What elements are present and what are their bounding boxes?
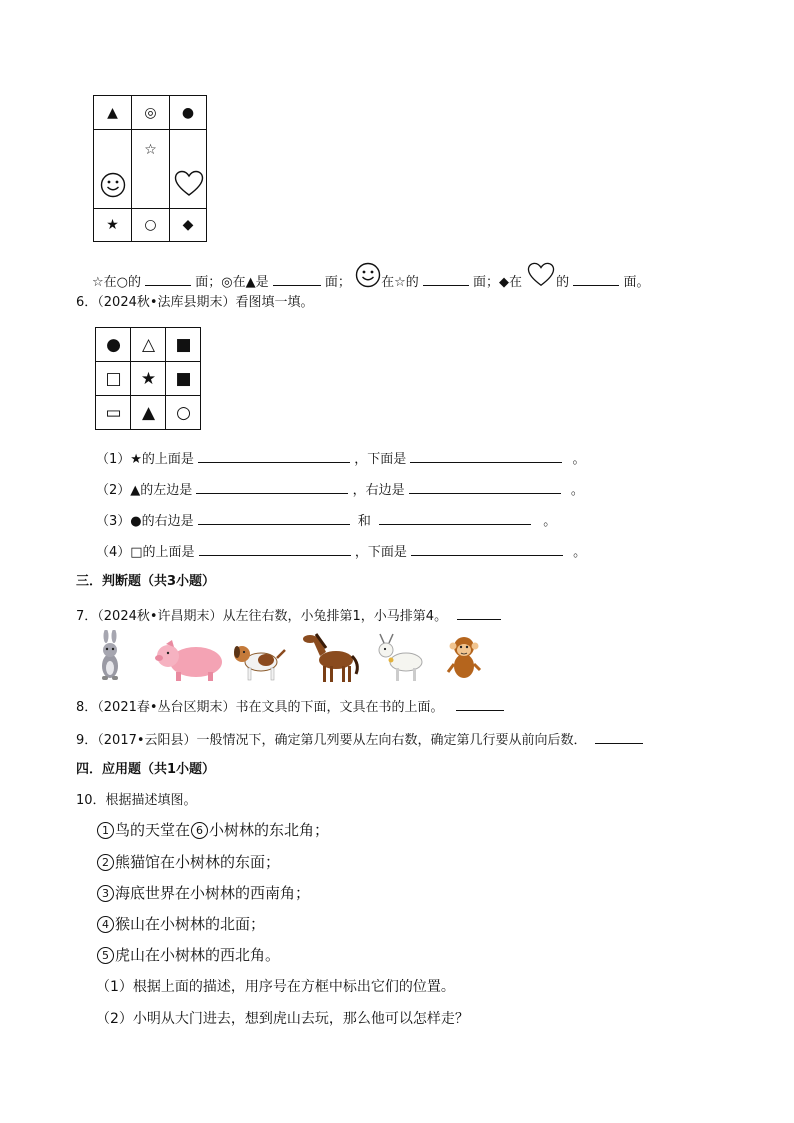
answer-blank[interactable] (457, 605, 501, 620)
q10-sub-1: （1）根据上面的描述，用序号在方框中标出它们的位置。 (96, 979, 455, 995)
q10-desc-5: 5 虎山在小树林的西北角。 (96, 945, 280, 965)
q6-title: 6．（2024秋•法库县期末）看图填一填。 (76, 295, 314, 310)
q10-sub-2: （2）小明从大门进去，想到虎山去玩，那么他可以怎样走？ (96, 1011, 469, 1027)
heart-icon (526, 262, 556, 288)
answer-blank[interactable] (573, 271, 619, 286)
star-filled-symbol: ★ (106, 217, 119, 233)
answer-blank[interactable] (198, 448, 350, 463)
q10-desc-4: 4 猴山在小树林的北面； (96, 914, 265, 934)
rabbit-icon (102, 630, 118, 680)
answer-blank[interactable] (409, 479, 561, 494)
position-grid-1 (93, 95, 207, 242)
grid-cell: ★ (140, 369, 157, 389)
section-4-heading: 四．应用题（共1小题） (76, 762, 216, 777)
answer-blank[interactable] (199, 541, 351, 556)
monkey-icon (448, 637, 480, 678)
q10-desc-2: 2 熊猫馆在小树林的东面； (96, 852, 280, 872)
answer-blank[interactable] (411, 541, 563, 556)
answer-blank[interactable] (273, 271, 321, 286)
diamond-symbol: ◆ (182, 217, 194, 233)
q6-item-3: （3）●的右边是 和 。 (96, 510, 556, 531)
grid-cell: △ (141, 335, 156, 355)
circle-symbol: ○ (144, 217, 157, 233)
grid-cell: ▲ (141, 403, 156, 423)
answer-blank[interactable] (145, 271, 191, 286)
horse-icon (303, 634, 357, 682)
q6-item-4: （4）□的上面是 ，下面是 。 (96, 541, 586, 562)
animals-row (96, 630, 492, 686)
pig-icon (155, 640, 222, 681)
q6-item-1: （1）★的上面是 ，下面是 。 (96, 448, 586, 469)
q10-desc-3: 3 海底世界在小树林的西南角； (96, 883, 310, 903)
grid-cell: ▭ (105, 403, 122, 423)
answer-blank[interactable] (196, 479, 348, 494)
triangle-symbol: ▲ (107, 105, 118, 121)
answer-blank[interactable] (379, 510, 531, 525)
grid-cell: ■ (175, 335, 192, 355)
q9-line: 9．（2017•云阳县）一般情况下，确定第几列要从左向右数，确定第几行要从前向后数． (76, 729, 643, 750)
q7-line: 7．（2024秋•许昌期末）从左往右数，小兔排第1，小马排第4。 (76, 605, 501, 626)
q6-item-2: （2）▲的左边是 ，右边是 。 (96, 479, 584, 500)
q8-line: 8．（2021春•丛台区期末）书在文具的下面，文具在书的上面。 (76, 696, 504, 717)
answer-blank[interactable] (423, 271, 469, 286)
shape-grid-3x3 (95, 327, 201, 430)
smiley-face-icon (100, 172, 126, 198)
smiley-face-icon (355, 262, 381, 288)
q10-desc-1: 1 鸟的天堂在 6 小树林的东北角； (96, 820, 329, 840)
star-outline-symbol: ☆ (144, 142, 157, 158)
dog-icon (234, 646, 285, 680)
q10-title: 10．根据描述填图。 (76, 793, 197, 808)
grid-cell: ● (106, 335, 121, 355)
answer-blank[interactable] (456, 696, 504, 711)
answer-blank[interactable] (410, 448, 562, 463)
grid-cell: ■ (175, 369, 192, 389)
answer-blank[interactable] (198, 510, 350, 525)
heart-icon (174, 170, 204, 198)
double-circle-symbol: ◎ (144, 105, 157, 121)
goat-icon (379, 634, 422, 681)
grid-cell: □ (105, 369, 122, 389)
answer-blank[interactable] (595, 729, 643, 744)
section-3-heading: 三．判断题（共3小题） (76, 574, 216, 589)
dot-symbol: ● (181, 105, 195, 121)
q5-fill-line: ☆在○的 面；◎在▲是 面； 在☆的 面；◆在 的 面。 (92, 262, 649, 292)
grid-cell: ○ (176, 403, 191, 423)
